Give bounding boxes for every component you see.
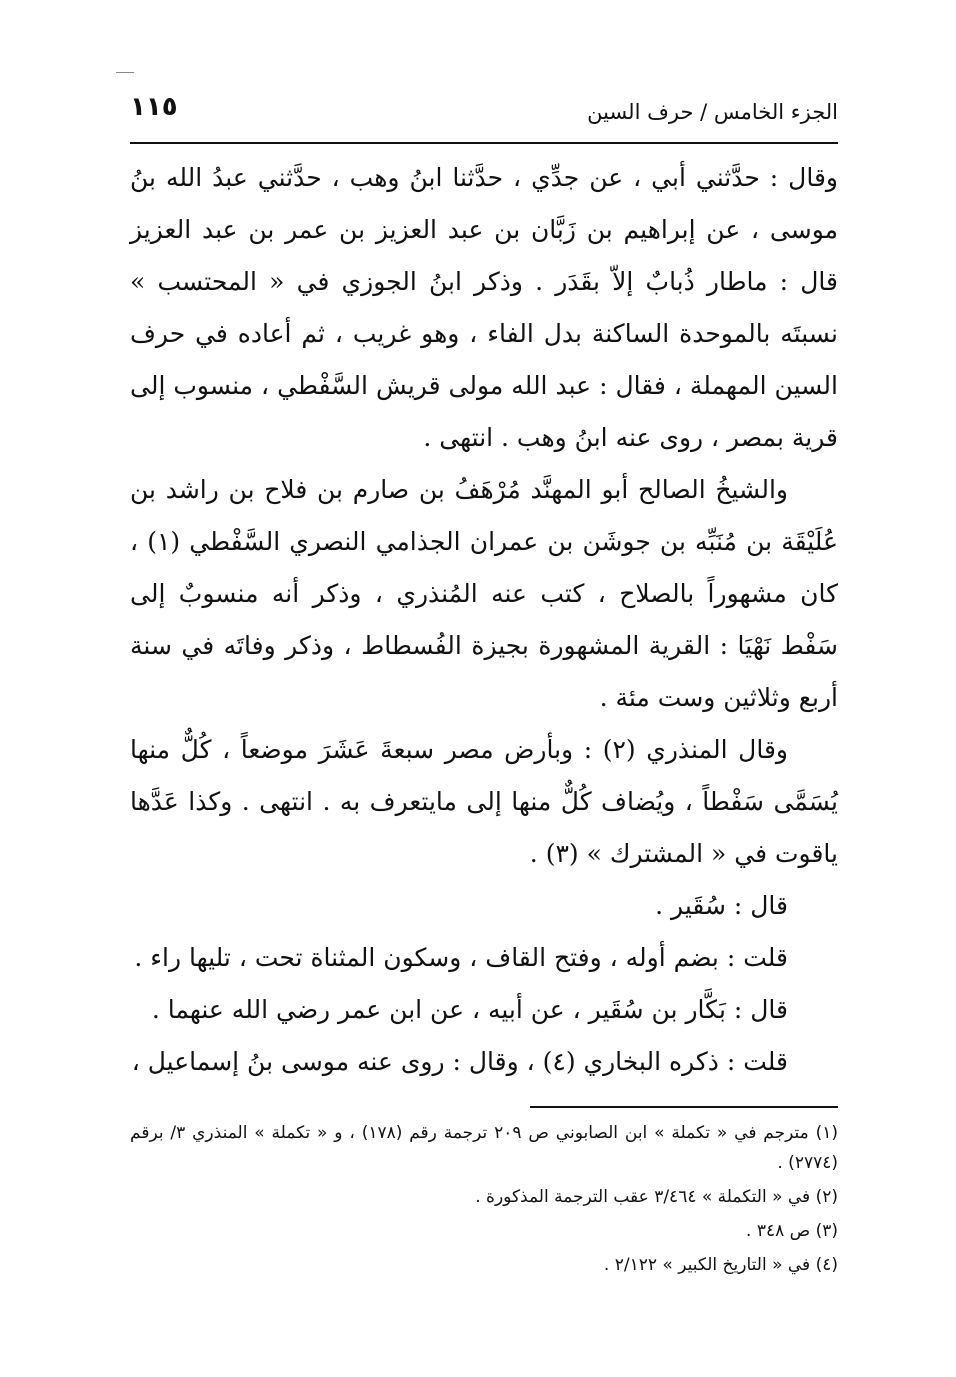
running-title: الجزء الخامس / حرف السين xyxy=(587,100,838,124)
header-rule xyxy=(130,142,838,144)
paragraph: وقال : حدَّثني أبي ، عن جدِّي ، حدَّثنا ابنُ وهب ، حدَّثني عبدُ الله بنُ موسى ، عن إبراهيم بن زَبَّان بن عبد العزيز بن عمر بن عبد العزيز قال : ماطار ذُبابٌ إلاّ بقَدَر . وذكر ابنُ الجوزي في « المحتسب » نسبتَه بالموحدة الساكنة بدل الفاء ، وهو غريب ، ثم أعاده في حرف السين المهملة ، فقال : عبد الله مولى قريش السَّفْطي ، منسوب إلى قرية بمصر ، روى عنه ابنُ وهب . انتهى . xyxy=(130,163,838,452)
footnote-rule xyxy=(530,1106,838,1108)
footnotes xyxy=(130,1118,838,1284)
margin-mark xyxy=(116,72,134,73)
paragraph: قال : بَكَّار بن سُقَير ، عن أبيه ، عن ابن عمر رضي الله عنهما . xyxy=(151,995,788,1024)
footnote: (٤) في « التاريخ الكبير » ٢/١٢٢ . xyxy=(603,1255,838,1275)
footnote: (٢) في « التكملة » ٣/٤٦٤ عقب الترجمة المذكورة . xyxy=(475,1187,838,1207)
page-header xyxy=(130,92,838,132)
footnote: (١) مترجم في « تكملة » ابن الصابوني ص ٢٠٩ ترجمة رقم (١٧٨) ، و « تكملة » المنذري ٣/ برقم (٢٧٧٤) . xyxy=(130,1123,839,1173)
paragraph: قلت : ذكره البخاري (٤) ، وقال : روى عنه موسى بنُ إسماعيل ، xyxy=(131,1047,788,1076)
main-text xyxy=(130,152,838,1088)
page-number: ١١٥ xyxy=(130,92,178,122)
footnote: (٣) ص ٣٤٨ . xyxy=(746,1221,838,1241)
paragraph: قال : سُقَير . xyxy=(655,891,788,920)
paragraph: وقال المنذري (٢) : وبأرض مصر سبعةَ عَشَرَ موضعاً ، كُلٌّ منها يُسَمَّى سَفْطاً ، ويُضاف كُلٌّ منها إلى مايتعرف به . انتهى . وكذا عَدَّها ياقوت في « المشترك » (٣) . xyxy=(130,735,838,868)
paragraph: والشيخُ الصالح أبو المهنَّد مُرْهَفُ بن صارم بن فلاح بن راشد بن عُلَيْقَة بن مُنَبِّه بن جوشَن بن عمران الجذامي النصري السَّفْطي (١) ، كان مشهوراً بالصلاح ، كتب عنه المُنذري ، وذكر أنه منسوبٌ إلى سَفْط نَهْيَا : القرية المشهورة بجيزة الفُسطاط ، وذكر وفاتَه في سنة أربع وثلاثين وست مئة . xyxy=(130,475,838,712)
paragraph: قلت : بضم أوله ، وفتح القاف ، وسكون المثناة تحت ، تليها راء . xyxy=(134,943,788,972)
